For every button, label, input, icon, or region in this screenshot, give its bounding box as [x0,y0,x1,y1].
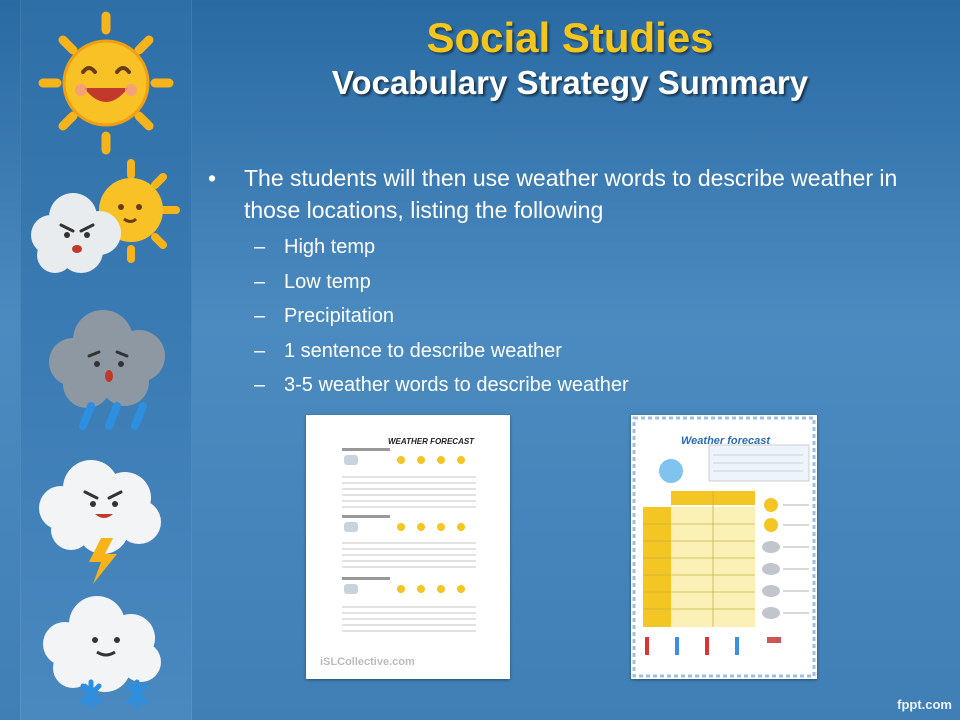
dash-marker: – [254,270,266,293]
sub-list-item [254,368,906,403]
worksheet-thumbnail-right [631,415,817,679]
bullet-text: The students will then use weather words to describe weather in those locations, listing the following [244,165,898,223]
dash-marker: – [254,236,266,258]
slide-content [206,162,906,403]
worksheet-left-brand: iSLCollective.com [320,656,415,668]
rain-cloud-icon [21,300,191,440]
slide-title-block [260,14,880,102]
sub-item-text: 1 sentence to describe weather [284,339,562,362]
worksheet-thumbnail-left [306,415,510,679]
slide-title: Social Studies [426,14,714,61]
worksheet-lines [306,415,510,679]
sub-list-item [254,265,906,300]
sub-item-text: Low temp [284,270,371,293]
worksheet-right-title: Weather forecast [681,435,771,447]
sub-list-item [254,334,906,369]
bullet-item [206,162,906,226]
sub-list [254,230,906,403]
sub-list-item [254,299,906,334]
snow-cloud-icon [21,590,191,720]
dash-marker: – [254,374,266,396]
worksheet-left-title: WEATHER FORECAST [388,437,475,446]
sun-laughing-icon [21,8,191,158]
dash-marker: – [254,339,266,362]
sub-item-text: 3-5 weather words to describe weather [284,374,629,396]
sub-item-text: High temp [284,236,376,258]
sub-list-item [254,230,906,265]
sidebar-weather-strip [20,0,192,720]
sub-item-text: Precipitation [284,305,395,327]
sun-behind-cloud-icon [21,155,191,295]
dash-marker: – [254,305,266,327]
bullet-dot: • [208,165,217,191]
slide-subtitle: Vocabulary Strategy Summary [331,64,809,101]
thunder-cloud-icon [21,448,191,588]
worksheet-grid [631,415,817,679]
footer-brand: fppt.com [897,697,952,712]
